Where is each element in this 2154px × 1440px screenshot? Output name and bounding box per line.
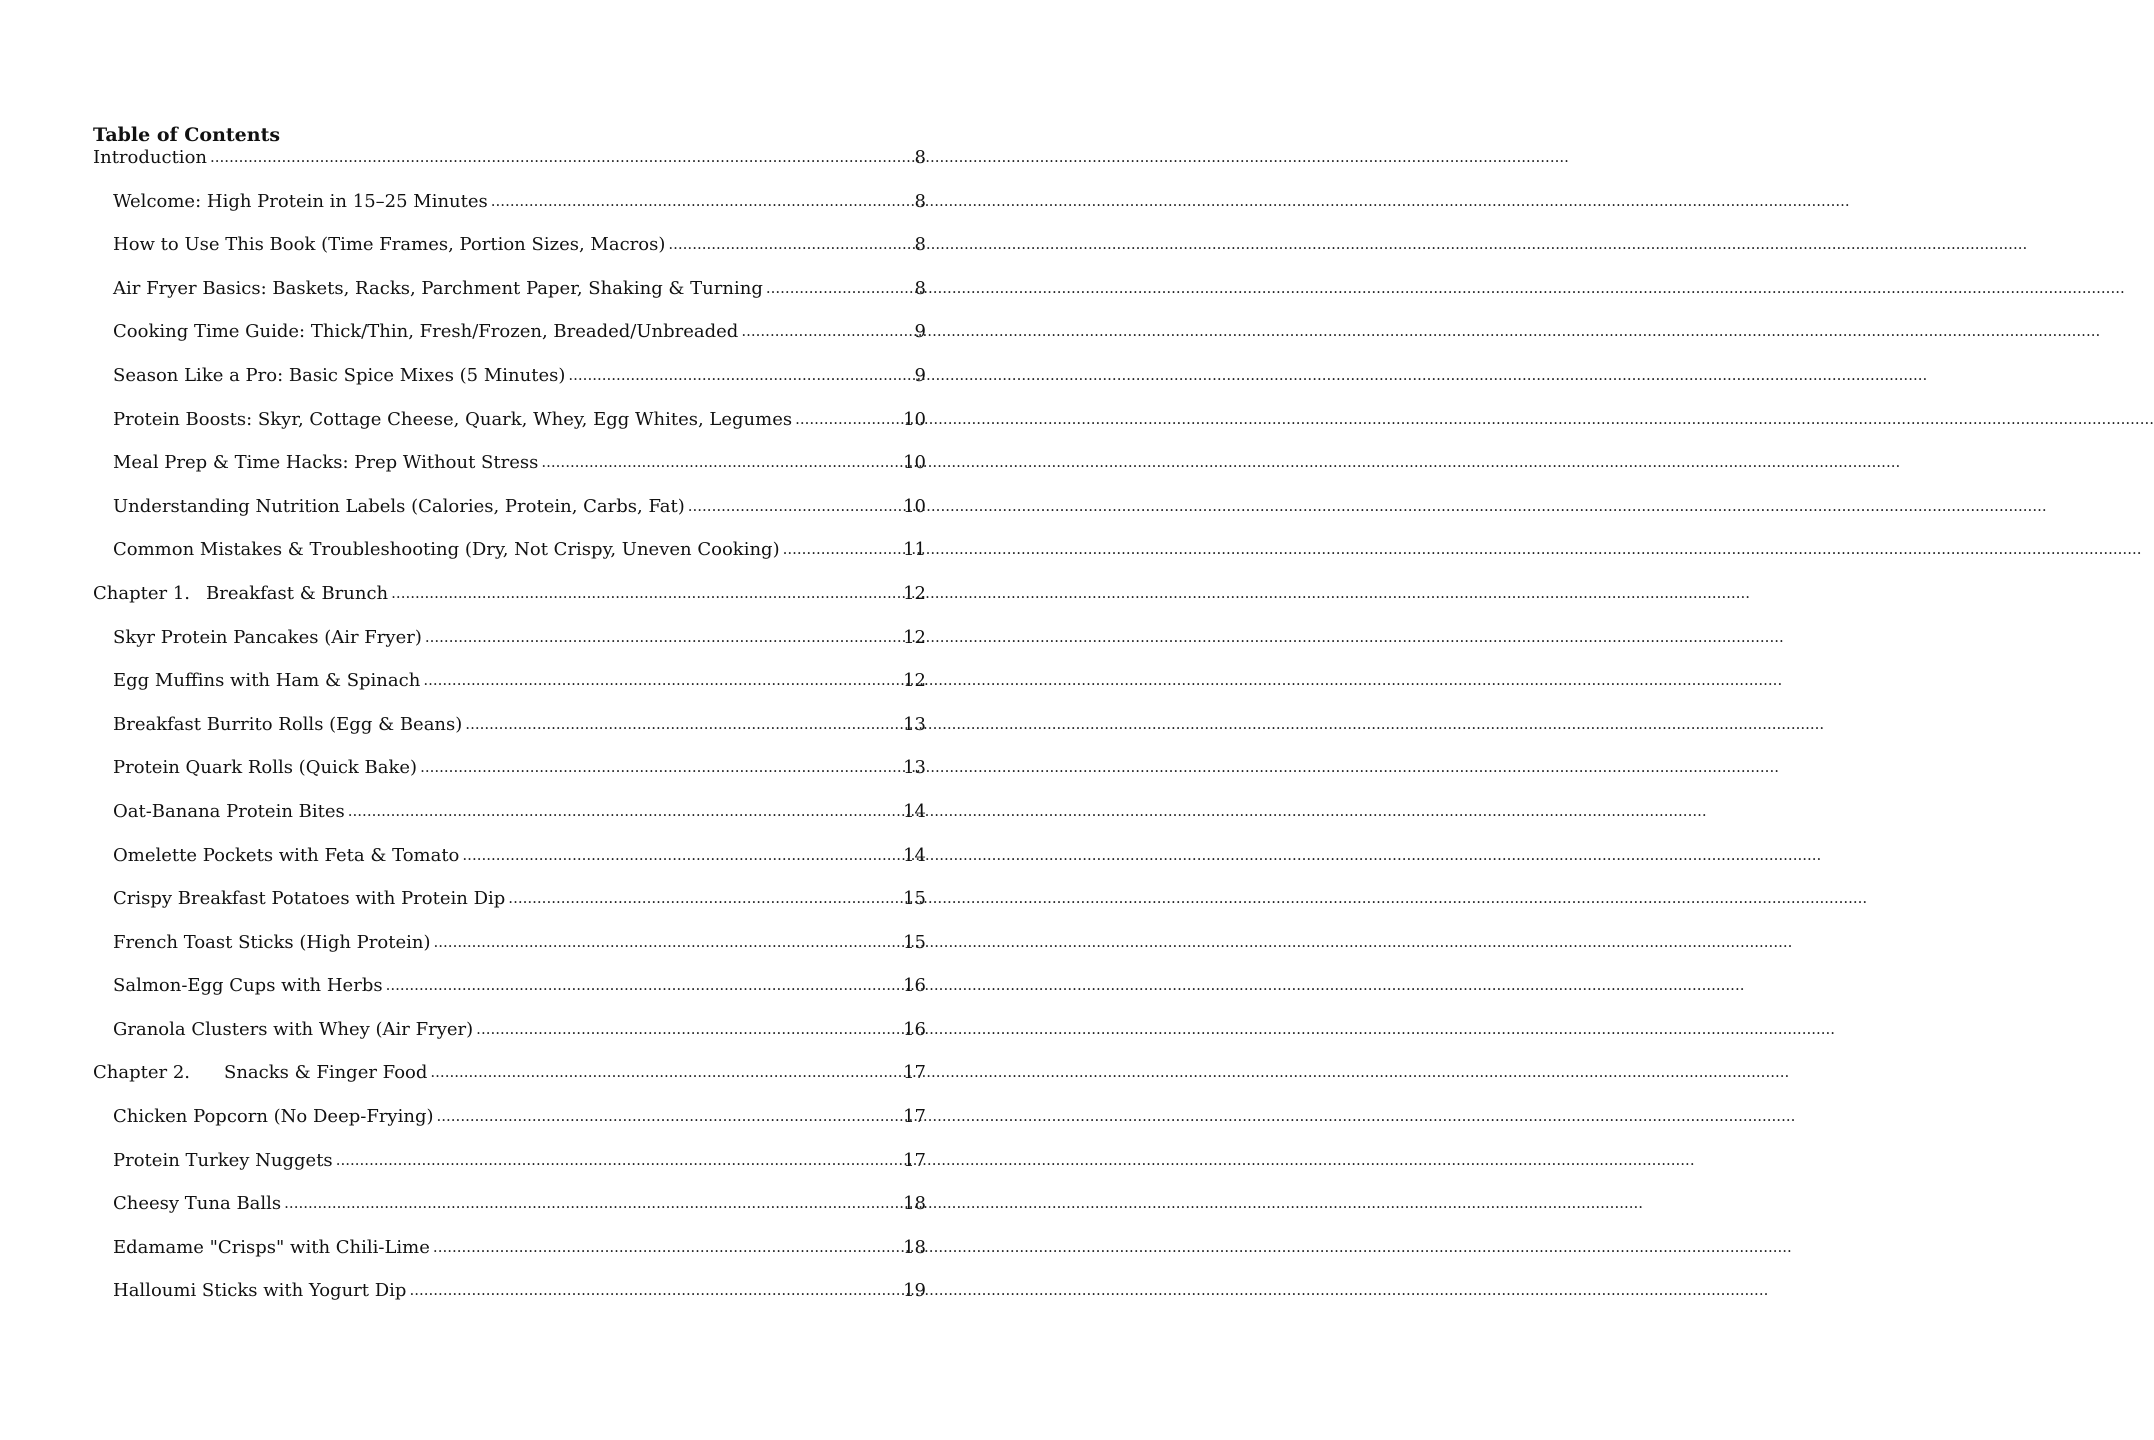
document-page xyxy=(0,0,1019,1440)
toc-entry-page: 18 xyxy=(903,1193,926,1215)
dot-leader xyxy=(391,580,900,606)
dot-leader xyxy=(434,929,901,955)
toc-entry-page: 14 xyxy=(903,844,926,866)
dot-leader xyxy=(409,1277,900,1303)
toc-entry[interactable] xyxy=(93,189,926,233)
dot-leader xyxy=(386,972,901,998)
toc-entry-page: 12 xyxy=(903,670,926,692)
dot-leader xyxy=(425,624,900,650)
toc-entry-page: 12 xyxy=(903,582,926,604)
toc-entry[interactable] xyxy=(93,450,926,494)
dot-leader xyxy=(420,754,900,780)
toc-entry-page: 19 xyxy=(903,1280,926,1302)
toc-entry-label: Breakfast & Brunch xyxy=(206,582,389,604)
toc-entry[interactable] xyxy=(93,886,926,930)
toc-entry[interactable] xyxy=(93,799,926,843)
toc-entry[interactable] xyxy=(93,363,926,407)
toc-entry-label: Oat-Banana Protein Bites xyxy=(113,800,345,822)
toc-entry-label: Protein Turkey Nuggets xyxy=(113,1149,333,1171)
toc-entry-label: Understanding Nutrition Labels (Calories, Protein, Carbs, Fat) xyxy=(113,495,685,517)
dot-leader xyxy=(766,275,912,301)
dot-leader xyxy=(688,493,900,519)
toc-entry-label: Common Mistakes & Troubleshooting (Dry, Not Crispy, Uneven Cooking) xyxy=(113,539,780,561)
toc-entry[interactable] xyxy=(93,668,926,712)
toc-entry[interactable] xyxy=(93,1148,926,1192)
toc-title: Table of Contents xyxy=(93,124,281,146)
toc-entry-page: 14 xyxy=(903,800,926,822)
toc-entry[interactable] xyxy=(93,1017,926,1061)
toc-chapter-entry[interactable] xyxy=(93,581,926,625)
toc-entry[interactable] xyxy=(93,1104,926,1148)
toc-entry[interactable] xyxy=(93,407,926,451)
toc-entry-label: Crispy Breakfast Potatoes with Protein Dip xyxy=(113,888,506,910)
toc-entry[interactable] xyxy=(93,145,926,189)
dot-leader xyxy=(668,231,911,257)
toc-entry-label: Protein Quark Rolls (Quick Bake) xyxy=(113,757,418,779)
dot-leader xyxy=(210,144,912,170)
toc-entry[interactable] xyxy=(93,232,926,276)
toc-entry-page: 15 xyxy=(903,931,926,953)
toc-list xyxy=(93,145,926,1322)
dot-leader xyxy=(491,188,912,214)
toc-entry-label: Omelette Pockets with Feta & Tomato xyxy=(113,844,460,866)
toc-entry-page: 17 xyxy=(903,1149,926,1171)
dot-leader xyxy=(348,798,900,824)
toc-entry[interactable] xyxy=(93,276,926,320)
dot-leader xyxy=(476,1016,900,1042)
dot-leader xyxy=(783,536,901,562)
toc-entry-label: Snacks & Finger Food xyxy=(224,1062,428,1084)
toc-entry-label: Meal Prep & Time Hacks: Prep Without Stress xyxy=(113,452,539,474)
toc-entry[interactable] xyxy=(93,1278,926,1322)
toc-entry-label: Protein Boosts: Skyr, Cottage Cheese, Quark, Whey, Egg Whites, Legumes xyxy=(113,408,793,430)
toc-entry-label: Egg Muffins with Ham & Spinach xyxy=(113,670,421,692)
toc-entry[interactable] xyxy=(93,1191,926,1235)
toc-entry-label: Cheesy Tuna Balls xyxy=(113,1193,282,1215)
toc-entry[interactable] xyxy=(93,755,926,799)
toc-entry[interactable] xyxy=(93,973,926,1017)
toc-entry[interactable] xyxy=(93,319,926,363)
toc-entry-page: 8 xyxy=(914,147,926,168)
toc-entry-label: Salmon-Egg Cups with Herbs xyxy=(113,975,383,997)
toc-entry[interactable] xyxy=(93,625,926,669)
toc-entry[interactable] xyxy=(93,494,926,538)
toc-chapter-entry[interactable] xyxy=(93,1060,926,1104)
toc-entry-page: 9 xyxy=(914,321,926,343)
toc-entry-page: 13 xyxy=(903,757,926,779)
dot-leader xyxy=(336,1147,900,1173)
toc-entry-page: 17 xyxy=(903,1106,926,1128)
toc-entry-label: Granola Clusters with Whey (Air Fryer) xyxy=(113,1018,474,1040)
toc-entry-label: How to Use This Book (Time Frames, Portion Sizes, Macros) xyxy=(113,234,666,256)
dot-leader xyxy=(436,1103,900,1129)
toc-entry-label: Chicken Popcorn (No Deep-Frying) xyxy=(113,1106,434,1128)
toc-chapter-number: Chapter 1. xyxy=(93,582,191,604)
toc-entry-page: 10 xyxy=(903,452,926,474)
toc-entry-label: Cooking Time Guide: Thick/Thin, Fresh/Frozen, Breaded/Unbreaded xyxy=(113,321,739,343)
dot-leader xyxy=(465,711,900,737)
toc-entry-page: 8 xyxy=(914,277,926,299)
dot-leader xyxy=(433,1234,900,1260)
toc-entry-page: 11 xyxy=(903,539,926,561)
toc-entry-page: 15 xyxy=(903,888,926,910)
toc-chapter-number: Chapter 2. xyxy=(93,1062,191,1084)
toc-entry-page: 16 xyxy=(903,1018,926,1040)
toc-entry-page: 13 xyxy=(903,713,926,735)
dot-leader xyxy=(741,318,911,344)
dot-leader xyxy=(462,842,900,868)
toc-entry-label: French Toast Sticks (High Protein) xyxy=(113,931,431,953)
toc-entry-page: 12 xyxy=(903,626,926,648)
dot-leader xyxy=(430,1059,900,1085)
dot-leader xyxy=(508,885,900,911)
toc-entry-label: Halloumi Sticks with Yogurt Dip xyxy=(113,1280,407,1302)
toc-entry[interactable] xyxy=(93,1235,926,1279)
toc-entry-page: 10 xyxy=(903,408,926,430)
toc-entry[interactable] xyxy=(93,930,926,974)
toc-entry[interactable] xyxy=(93,843,926,887)
toc-entry[interactable] xyxy=(93,712,926,756)
toc-entry-label: Edamame "Crisps" with Chili-Lime xyxy=(113,1236,430,1258)
toc-entry-label: Season Like a Pro: Basic Spice Mixes (5 Minutes) xyxy=(113,364,566,386)
toc-entry-label: Welcome: High Protein in 15–25 Minutes xyxy=(113,190,488,212)
toc-entry-page: 18 xyxy=(903,1236,926,1258)
dot-leader xyxy=(423,667,900,693)
toc-entry-page: 8 xyxy=(914,190,926,212)
toc-entry-page: 17 xyxy=(903,1062,926,1084)
dot-leader xyxy=(795,406,900,432)
toc-entry[interactable] xyxy=(93,537,926,581)
dot-leader xyxy=(284,1190,900,1216)
dot-leader xyxy=(541,449,900,475)
toc-entry-page: 9 xyxy=(914,364,926,386)
toc-entry-page: 8 xyxy=(914,234,926,256)
dot-leader xyxy=(568,362,911,388)
toc-entry-label: Breakfast Burrito Rolls (Egg & Beans) xyxy=(113,713,463,735)
toc-entry-label: Air Fryer Basics: Baskets, Racks, Parchment Paper, Shaking & Turning xyxy=(113,277,763,299)
toc-entry-page: 10 xyxy=(903,495,926,517)
toc-entry-page: 16 xyxy=(903,975,926,997)
toc-entry-label: Skyr Protein Pancakes (Air Fryer) xyxy=(113,626,422,648)
toc-entry-label: Introduction xyxy=(93,147,207,168)
